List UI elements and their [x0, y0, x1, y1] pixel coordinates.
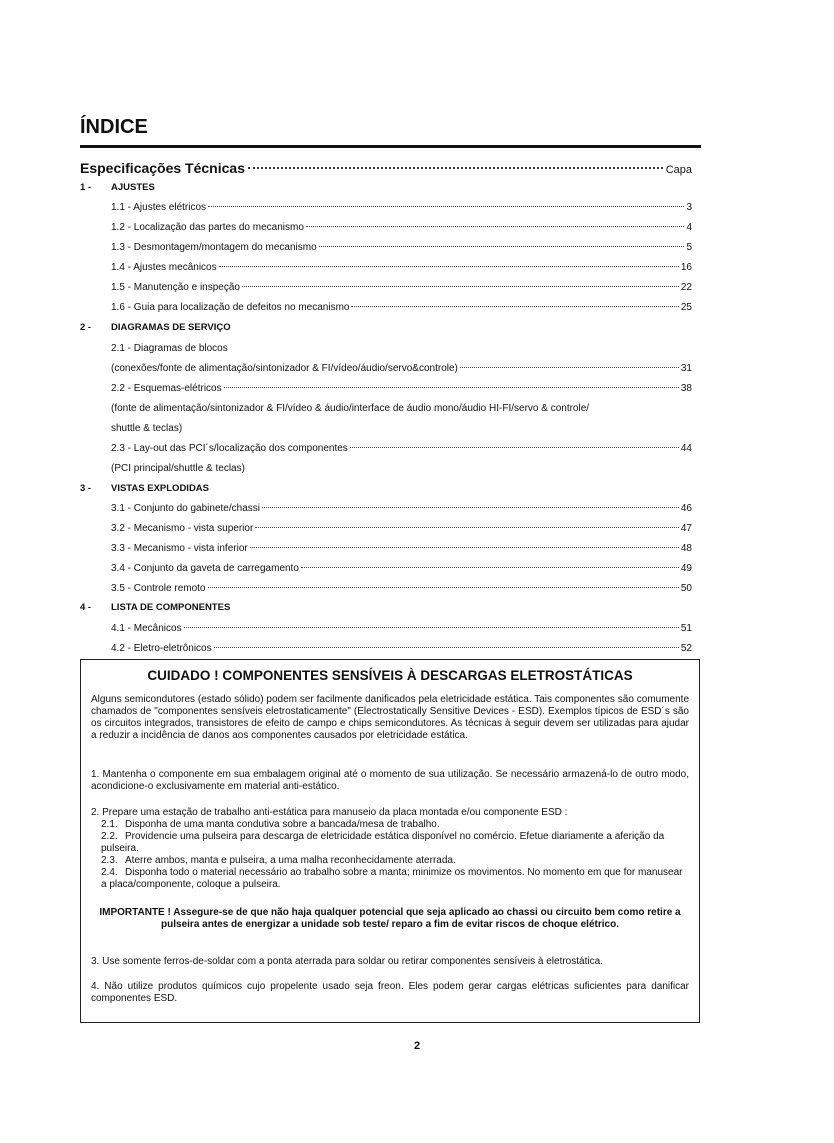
dot-leader — [306, 226, 685, 227]
toc-entry[interactable] — [111, 383, 692, 394]
toc-entry[interactable] — [111, 563, 692, 574]
toc-entry-page: 51 — [680, 623, 692, 634]
subitem-text: Aterre ambos, manta e pulseira, a uma malha reconhecidamente aterrada. — [125, 855, 456, 866]
dot-leader — [460, 367, 679, 368]
caution-item-2: 2. Prepare uma estação de trabalho anti-estática para manuseio da placa montada e/ou componente ESD : — [91, 807, 568, 818]
caution-intro: Alguns semicondutores (estado sólido) podem ser facilmente danificados pela eletricidade estática. Tais componentes são comumente chamados de "componentes sensíveis eletrostaticamente" (Electrostatically Sensitive Devices - ESD). Exemplos típicos de ESD´s são os circuitos integrados, transistores de efeito de campo e chips semicondutores. As técnicas à seguir devem ser utilizadas para ajudar a reduzir a incidência de danos aos componentes causados por eletricidade estática. — [91, 694, 689, 741]
toc-entry-page: 25 — [680, 302, 692, 313]
page-number: 2 — [413, 1040, 421, 1052]
dot-leader — [350, 447, 679, 448]
toc-entry-label: 1.6 - Guia para localização de defeitos no mecanismo — [111, 302, 350, 313]
toc-entry[interactable] — [111, 302, 692, 313]
toc-entry-page: 31 — [680, 363, 692, 374]
toc-entry[interactable] — [111, 503, 692, 514]
subitem-number: 2.4. — [101, 867, 118, 878]
toc-section — [80, 182, 155, 193]
toc-entry-label: (conexões/fonte de alimentação/sintonizador & FI/vídeo/áudio/servo&controle) — [111, 363, 458, 374]
toc-entry[interactable] — [111, 222, 692, 233]
caution-item-4: 4. Não utilize produtos químicos cujo propelente usado seja freon. Eles podem gerar cargas elétricas suficientes para danificar componentes ESD. — [91, 981, 689, 1004]
subitem-number: 2.3. — [101, 855, 118, 866]
dot-leader — [301, 567, 679, 568]
subitem-number: 2.1. — [101, 819, 118, 830]
toc-entry-label: 4.1 - Mecânicos — [111, 623, 182, 634]
toc-entry-page: 5 — [686, 242, 692, 253]
caution-title: CUIDADO ! COMPONENTES SENSÍVEIS À DESCARGAS ELETROSTÁTICAS — [147, 668, 633, 683]
toc-entry-label: 3.1 - Conjunto do gabinete/chassi — [111, 503, 260, 514]
toc-entry-label: 3.5 - Controle remoto — [111, 583, 206, 594]
section-title: AJUSTES — [111, 182, 155, 193]
esd-caution-box — [80, 659, 700, 1023]
important-warning: IMPORTANTE ! Assegure-se de que não haja qualquer potencial que seja aplicado ao chassi ou circuito bem como retire a pulseira antes de energizar a unidade sob teste/ reparo a fim de evitar riscos de choque elétrico. — [99, 907, 681, 930]
toc-note: 2.1 - Diagramas de blocos — [111, 343, 228, 354]
dot-leader — [224, 387, 679, 388]
toc-entry-page: 52 — [680, 643, 692, 654]
dot-leader — [250, 547, 679, 548]
dot-leader — [208, 587, 679, 588]
toc-entry-label: 1.1 - Ajustes elétricos — [111, 202, 207, 213]
toc-entry-label: 3.2 - Mecanismo - vista superior — [111, 523, 254, 534]
dot-leader — [262, 507, 679, 508]
title-rule — [80, 145, 701, 148]
section-title: VISTAS EXPLODIDAS — [111, 483, 210, 494]
toc-entry-label: Especificações Técnicas — [80, 160, 245, 176]
toc-entry[interactable] — [111, 443, 692, 454]
caution-item-1: 1. Mantenha o componente em sua embalagem original até o momento de sua utilização. Se necessário armazená-lo de outro modo, acondicione-o exclusivamente em material anti-estático. — [91, 769, 689, 792]
toc-entry-page: Capa — [665, 164, 692, 176]
toc-entry-page: 44 — [680, 443, 692, 454]
toc-section — [80, 483, 209, 494]
section-number: 4 - — [80, 602, 92, 613]
toc-section — [80, 322, 231, 333]
dot-leader — [351, 306, 678, 307]
toc-entry[interactable] — [111, 523, 692, 534]
toc-entry-page: 50 — [680, 583, 692, 594]
caution-subitem — [101, 819, 689, 831]
toc-note: shuttle & teclas) — [111, 423, 183, 434]
toc-entry[interactable] — [111, 623, 692, 634]
toc-entry-page: 46 — [680, 503, 692, 514]
caution-subitem — [101, 855, 689, 867]
section-number: 1 - — [80, 182, 92, 193]
toc-entry-label: 1.2 - Localização das partes do mecanismo — [111, 222, 304, 233]
toc-entry[interactable] — [111, 543, 692, 554]
toc-entry[interactable] — [111, 583, 692, 594]
caution-subitem — [101, 867, 689, 891]
caution-subitem — [101, 831, 689, 855]
subitem-text: Disponha todo o material necessário ao trabalho sobre a manta; minimize os movimentos. No momento em que for manusear a placa/componente, coloque a pulseira. — [101, 867, 683, 890]
section-number: 3 - — [80, 483, 92, 494]
toc-entry-page: 3 — [686, 202, 692, 213]
toc-entry-page: 4 — [686, 222, 692, 233]
toc-note: (PCI principal/shuttle & teclas) — [111, 463, 245, 474]
section-title: DIAGRAMAS DE SERVIÇO — [111, 322, 231, 333]
toc-entry-label: 1.3 - Desmontagem/montagem do mecanismo — [111, 242, 317, 253]
dot-leader — [214, 647, 679, 648]
toc-note: (fonte de alimentação/sintonizador & FI/vídeo & áudio/interface de áudio mono/áudio HI-FI/servo & controle/ — [111, 403, 590, 414]
dot-leader — [255, 527, 679, 528]
subitem-number: 2.2. — [101, 831, 118, 842]
dot-leader — [319, 246, 685, 247]
toc-entry[interactable] — [111, 363, 692, 374]
toc-entry-page: 48 — [680, 543, 692, 554]
toc-entry-label: 4.2 - Eletro-eletrônicos — [111, 643, 212, 654]
dot-leader — [208, 206, 684, 207]
toc-entry-page: 16 — [680, 262, 692, 273]
toc-entry-specifications[interactable] — [80, 160, 692, 176]
toc-entry-label: 1.4 - Ajustes mecânicos — [111, 262, 217, 273]
toc-entry-page: 47 — [680, 523, 692, 534]
section-number: 2 - — [80, 322, 92, 333]
toc-entry[interactable] — [111, 242, 692, 253]
section-title: LISTA DE COMPONENTES — [111, 602, 231, 613]
toc-entry-label: 1.5 - Manutenção e inspeção — [111, 282, 240, 293]
toc-entry-page: 38 — [680, 383, 692, 394]
toc-entry[interactable] — [111, 643, 692, 654]
toc-entry-label: 2.2 - Esquemas-elétricos — [111, 383, 222, 394]
dot-leader — [184, 627, 679, 628]
toc-entry[interactable] — [111, 282, 692, 293]
toc-entry[interactable] — [111, 202, 692, 213]
subitem-text: Providencie uma pulseira para descarga de eletricidade estática disponível no comércio. Efetue diariamente a aferição da pulseira. — [101, 831, 665, 854]
toc-entry-page: 22 — [680, 282, 692, 293]
dot-leader — [248, 167, 663, 169]
caution-item-3: 3. Use somente ferros-de-soldar com a ponta aterrada para soldar ou retirar componentes sensíveis à eletrostática. — [91, 956, 603, 967]
toc-entry-label: 2.3 - Lay-out das PCI´s/localização dos componentes — [111, 443, 348, 454]
subitem-text: Disponha de uma manta condutiva sobre a bancada/mesa de trabalho. — [125, 819, 440, 830]
dot-leader — [242, 286, 679, 287]
toc-section — [80, 602, 230, 613]
dot-leader — [219, 266, 679, 267]
toc-entry[interactable] — [111, 262, 692, 273]
toc-entry-label: 3.3 - Mecanismo - vista inferior — [111, 543, 248, 554]
page-title: ÍNDICE — [80, 116, 148, 138]
toc-entry-label: 3.4 - Conjunto da gaveta de carregamento — [111, 563, 299, 574]
toc-entry-page: 49 — [680, 563, 692, 574]
